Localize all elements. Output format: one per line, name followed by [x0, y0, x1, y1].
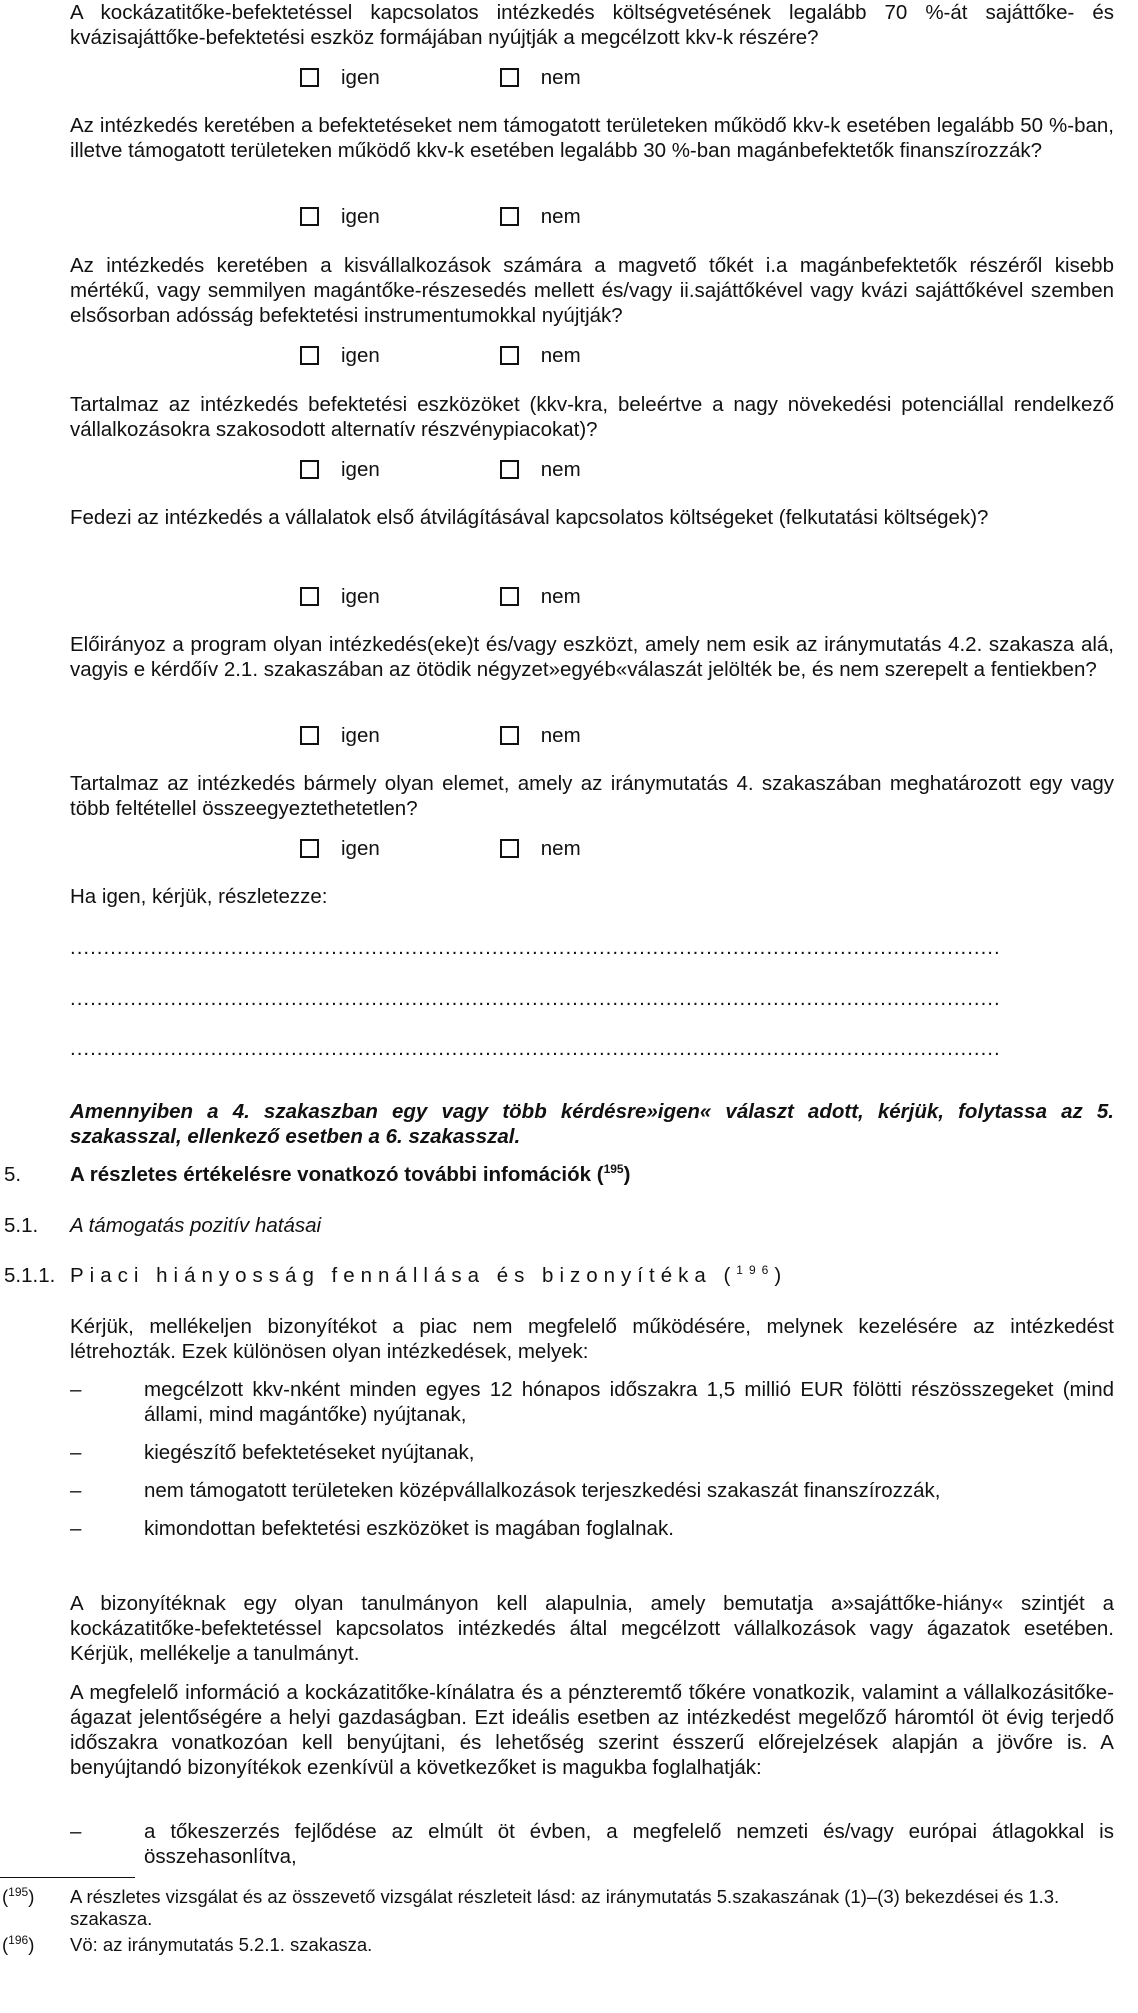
option-yes[interactable]: igen — [300, 343, 380, 368]
footnote-number: ($^{196}$) — [2, 1932, 35, 1955]
footnote-text: Vö: az iránymutatás 5.2.1. szakasza. — [70, 1934, 373, 1955]
question-4: Tartalmaz az intézkedés befektetési eszközöket (kkv-kra, beleértve a nagy növekedési potenciállal rendelkező vállalkozásokra szakosodott alternatív részvénypiacokat)? — [70, 393, 1114, 441]
question-7: Tartalmaz az intézkedés bármely olyan elemet, amely az iránymutatás 4. szakaszában meghatározott egy vagy több feltétellel összeegyeztethetetlen? — [70, 772, 1114, 820]
section-number: 5. — [4, 1163, 22, 1186]
checkbox-icon[interactable] — [300, 460, 319, 479]
yes-no-2 — [300, 202, 581, 230]
checkbox-icon[interactable] — [500, 207, 519, 226]
list-item: – kimondottan befektetési eszközöket is magában foglalnak. — [70, 1517, 674, 1540]
checkbox-icon[interactable] — [300, 839, 319, 858]
detail-prompt: Ha igen, kérjük, részletezze: — [70, 885, 328, 908]
option-yes[interactable]: igen — [300, 584, 380, 609]
section-5-heading — [0, 1162, 630, 1187]
evidence-list — [70, 1819, 1114, 1869]
option-no[interactable]: nem — [500, 204, 581, 229]
yes-no-7 — [300, 834, 581, 862]
list-item: – a tőkeszerzés fejlődése az elmúlt öt évben, a megfelelő nemzeti és/vagy európai átlagokkal is összehasonlítva, — [70, 1820, 1114, 1868]
footnote-text: A részletes vizsgálat és az összevető vizsgálat részleteit lásd: az iránymutatás 5.szakaszának (1)–(3) bekezdései és 1.3. szakasza. — [70, 1886, 1060, 1929]
footnote-196 — [0, 1934, 1120, 1956]
detail-line-2[interactable]: ........................................................................................................................................... — [70, 987, 1001, 1010]
question-2: Az intézkedés keretében a befektetéseket nem támogatott területeken működő kkv-k esetében legalább 50 %-ban, illetve támogatott területeken működő kkv-k esetében legalább 30 %-ban magánbefektetők finanszírozzák? — [70, 114, 1114, 162]
option-yes[interactable]: igen — [300, 457, 380, 482]
continuation-instruction: Amennyiben a 4. szakaszban egy vagy több kérdésre»igen« választ adott, kérjük, folytassa az 5. szakasszal, ellenkező esetben a 6. szakasszal. — [70, 1100, 1114, 1148]
detail-line-1[interactable]: ........................................................................................................................................... — [70, 936, 1001, 959]
option-yes[interactable]: igen — [300, 723, 380, 748]
option-no[interactable]: nem — [500, 457, 581, 482]
section-5-1-heading — [0, 1213, 321, 1238]
checkbox-icon[interactable] — [500, 346, 519, 365]
footnote-ref[interactable]: 195 — [603, 1162, 624, 1177]
checkbox-icon[interactable] — [500, 726, 519, 745]
footnote-number: ($^{195}$) — [2, 1884, 35, 1907]
intro-paragraph: Kérjük, mellékeljen bizonyítékot a piac nem megfelelő működésére, melynek kezelésére az intézkedést létrehozták. Ezek különösen olyan intézkedések, melyek: — [70, 1315, 1114, 1363]
option-no[interactable]: nem — [500, 584, 581, 609]
question-6: Előirányoz a program olyan intézkedés(eke)t és/vagy eszközt, amely nem esik az iránymutatás 4.2. szakasza alá, vagyis e kérdőív 2.1. szakaszában az ötödik négyzet»egyéb«válaszát jelölték be, és nem szerepelt a fentiekben? — [70, 633, 1114, 681]
list-item: – megcélzott kkv-nként minden egyes 12 hónapos időszakra 1,5 millió EUR fölötti részösszegeket (mind állami, mind magántőke) nyújtanak, — [70, 1378, 1114, 1426]
section-title: Piaci hiányosság fennállása és bizonyítéka ($^{196}$) — [70, 1263, 788, 1287]
yes-no-5 — [300, 582, 581, 610]
checkbox-icon[interactable] — [500, 839, 519, 858]
section-title: A részletes értékelésre vonatkozó további infomációk ($^{195}$) — [70, 1162, 631, 1186]
option-no[interactable]: nem — [500, 343, 581, 368]
option-no[interactable]: nem — [500, 723, 581, 748]
question-3: Az intézkedés keretében a kisvállalkozások számára a magvető tőkét i.a magánbefektetők részéről kisebb mértékű, vagy semmilyen magántőke-részesedés mellett és/vagy ii.sajáttőkével vagy kvázi sajáttőkével szemben elsősorban adósság befektetési instrumentumokkal nyújtják? — [70, 254, 1114, 327]
checkbox-icon[interactable] — [300, 68, 319, 87]
detail-line-3[interactable]: ........................................................................................................................................... — [70, 1037, 1001, 1060]
checkbox-icon[interactable] — [500, 460, 519, 479]
criteria-list — [70, 1377, 1114, 1541]
section-title: A támogatás pozitív hatásai — [70, 1214, 322, 1237]
section-number: 5.1.1. — [4, 1264, 56, 1287]
list-item: – nem támogatott területeken középvállalkozások terjeszkedési szakaszát finanszírozzák, — [70, 1479, 941, 1502]
option-yes[interactable]: igen — [300, 836, 380, 861]
footnote-195 — [0, 1886, 1120, 1930]
checkbox-icon[interactable] — [300, 207, 319, 226]
checkbox-icon[interactable] — [300, 587, 319, 606]
footnote-ref[interactable]: 196 — [736, 1263, 775, 1278]
section-5-1-1-heading — [0, 1263, 787, 1288]
question-1: A kockázatitőke-befektetéssel kapcsolatos intézkedés költségvetésének legalább 70 %-át sajáttőke- és kvázisajáttőke-befektetési eszköz formájában nyújtják a megcélzott kkv-k részére? — [70, 1, 1114, 49]
section-number: 5.1. — [4, 1214, 39, 1237]
option-no[interactable]: nem — [500, 65, 581, 90]
option-no[interactable]: nem — [500, 836, 581, 861]
checkbox-icon[interactable] — [500, 587, 519, 606]
info-paragraph: A megfelelő információ a kockázatitőke-kínálatra és a pénzteremtő tőkére vonatkozik, valamint a vállalkozásitőke-ágazat jelentőségére a helyi gazdaságban. Ezt ideális esetben az intézkedést megelőző háromtól öt évig terjedő időszakra vonatkozóan kell benyújtani, és lehetőség szerint ésszerű előrejelzések alapján a jövőre is. A benyújtandó bizonyítékok ezenkívül a következőket is magukba foglalhatják: — [70, 1681, 1114, 1779]
study-paragraph: A bizonyítéknak egy olyan tanulmányon kell alapulnia, amely bemutatja a»sajáttőke-hiány« szintjét a kockázatitőke-befektetéssel kapcsolatos intézkedés által megcélzott vállalkozások vagy ágazatok esetében. Kérjük, mellékelje a tanulmányt. — [70, 1592, 1114, 1665]
checkbox-icon[interactable] — [300, 726, 319, 745]
yes-no-4 — [300, 455, 581, 483]
question-5: Fedezi az intézkedés a vállalatok első átvilágításával kapcsolatos költségeket (felkutatási költségek)? — [70, 506, 989, 529]
option-yes[interactable]: igen — [300, 204, 380, 229]
checkbox-icon[interactable] — [300, 346, 319, 365]
yes-no-3 — [300, 341, 581, 369]
checkbox-icon[interactable] — [500, 68, 519, 87]
option-yes[interactable]: igen — [300, 65, 380, 90]
list-item: – kiegészítő befektetéseket nyújtanak, — [70, 1441, 475, 1464]
yes-no-1 — [300, 63, 581, 91]
yes-no-6 — [300, 721, 581, 749]
footnote-divider — [0, 1877, 135, 1878]
